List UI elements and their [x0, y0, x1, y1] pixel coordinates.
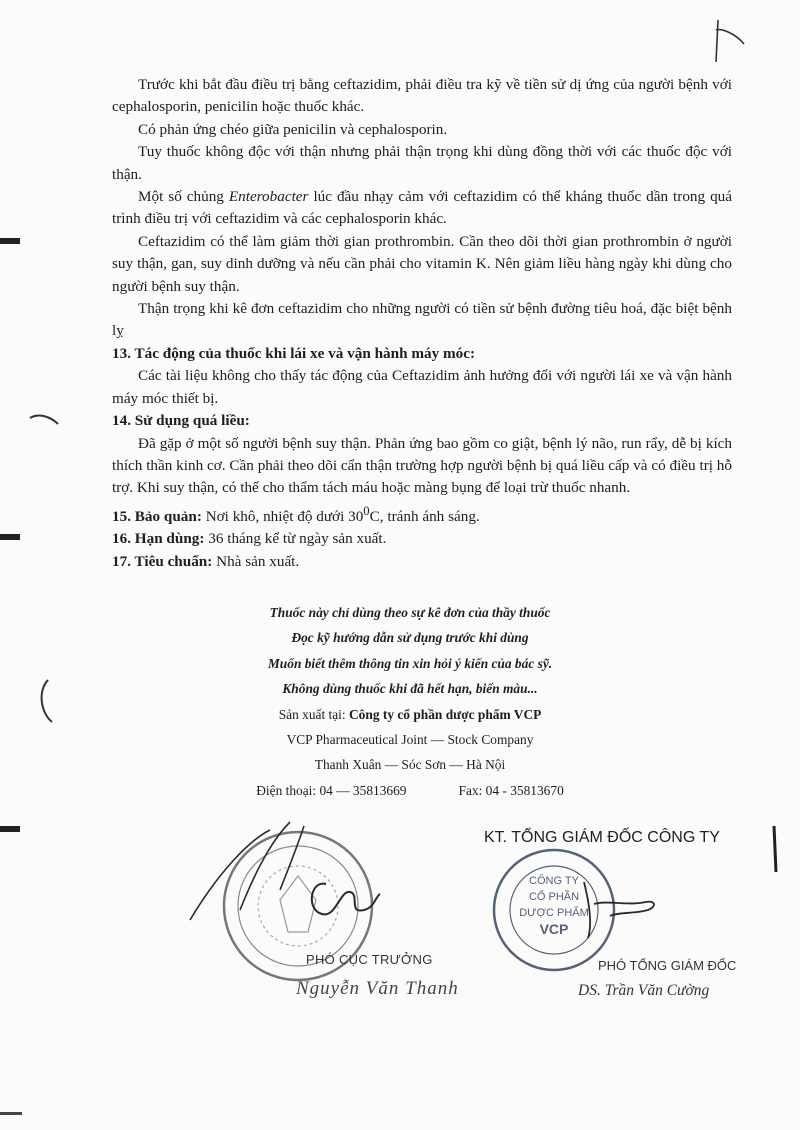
paragraph: Ceftazidim có thể làm giảm thời gian prothrombin. Cần theo dõi thời gian prothrombin ở người suy thận, gan, suy dinh dưỡng và nếu cần phải cho vitamin K. Nên giảm liều hàng ngày khi dùng cho người bệnh suy thận.	[112, 232, 732, 295]
binder-mark	[0, 534, 20, 540]
stamp-line: DƯỢC PHẨM	[519, 907, 589, 919]
binder-mark	[0, 826, 20, 832]
right-signer-header: KT. TỔNG GIÁM ĐỐC CÔNG TY	[484, 829, 720, 846]
section-15-text: Nơi khô, nhiệt độ dưới 30	[205, 507, 364, 525]
section-15	[112, 500, 732, 528]
section-16-text: 36 tháng kể từ ngày sản xuất.	[208, 530, 387, 548]
company-stamp	[478, 846, 678, 976]
paragraph: Tuy thuốc không độc với thận nhưng phải thận trọng khi dùng đồng thời với các thuốc độc với thận.	[112, 143, 732, 183]
right-signer-name: DS. Trần Văn Cường	[578, 982, 710, 999]
left-signer-title: PHÓ CỤC TRƯỞNG	[306, 952, 433, 967]
degree-sup: 0	[363, 503, 370, 518]
section-16-label: 16. Hạn dùng:	[112, 530, 205, 548]
document-body	[112, 74, 732, 573]
section-17	[112, 551, 732, 573]
signature-strokes	[190, 822, 304, 920]
right-signer-title: PHÓ TỔNG GIÁM ĐỐC	[598, 958, 737, 973]
section-17-text: Nhà sản xuất.	[216, 552, 300, 570]
section-14-text: Đã gặp ở một số người bệnh suy thận. Phản ứng bao gồm co giật, bệnh lý não, run rẩy, dễ bị kích thích thần kinh cơ. Cần phải theo dõi cẩn thận trường hợp người bệnh bị quá liều cấp và có điều trị hỗ trợ. Khi suy thận, có thể cho thẩm tách máu hoặc màng bụng để loại trừ thuốc nhanh.	[112, 434, 732, 497]
paragraph: Thận trọng khi kê đơn ceftazidim cho những người có tiền sử bệnh đường tiêu hoá, đặc biệt bệnh lỵ	[112, 300, 732, 340]
section-17-label: 17. Tiêu chuẩn:	[112, 552, 213, 570]
notice-line: Muốn biết thêm thông tin xin hỏi ý kiến của bác sỹ.	[267, 655, 553, 671]
section-15-text-end: C, tránh ánh sáng.	[369, 507, 480, 525]
section-16	[112, 528, 732, 550]
stamp-line: CÔNG TY	[529, 875, 579, 887]
binder-mark	[0, 1112, 22, 1115]
notice-line: Thuốc này chỉ dùng theo sự kê đơn của thầy thuốc	[269, 605, 551, 620]
producer-address: Thanh Xuân — Sóc Sơn — Hà Nội	[314, 757, 506, 773]
notice-block	[190, 600, 630, 803]
paragraph: Trước khi bắt đầu điều trị bằng ceftazidim, phải điều tra kỹ về tiền sử dị ứng của người bệnh với cephalosporin, penicilin hoặc thuốc khác.	[112, 76, 732, 116]
paragraph	[112, 186, 732, 231]
paragraph: Có phản ứng chéo giữa penicilin và cephalosporin.	[138, 120, 448, 138]
section-14-heading: 14. Sử dụng quá liều:	[112, 412, 250, 430]
binder-mark	[0, 238, 20, 244]
producer-contacts	[190, 778, 630, 803]
left-signer-name: Nguyễn Văn Thanh	[296, 978, 459, 999]
corner-mark	[716, 20, 744, 62]
punch-hole-edge	[30, 416, 58, 424]
stamp-line: CỔ PHẦN	[528, 891, 580, 903]
left-seal-signature	[180, 810, 420, 1000]
edge-mark	[774, 826, 776, 872]
fax-number: Fax: 04 - 35813670	[458, 782, 564, 798]
paragraph-prefix: Một số chủng	[138, 188, 224, 206]
section-13-heading: 13. Tác động của thuốc khi lái xe và vận hành máy móc:	[112, 344, 476, 362]
notice-line: Đọc kỹ hướng dẫn sử dụng trước khi dùng	[291, 630, 529, 646]
notice-line: Không dùng thuốc khi đã hết hạn, biến màu...	[282, 681, 538, 697]
species-name: Enterobacter	[228, 188, 309, 206]
section-15-label: 15. Bảo quản:	[112, 507, 202, 525]
section-13-text: Các tài liệu không cho thấy tác động của Ceftazidim ảnh hưởng đối với người lái xe và vận hành máy móc thiết bị.	[112, 367, 732, 407]
producer-line	[190, 702, 630, 727]
stamp-line: VCP	[539, 921, 569, 937]
producer-name: Công ty cổ phần dược phẩm VCP	[349, 706, 542, 722]
signature-strokes	[584, 882, 654, 938]
producer-english: VCP Pharmaceutical Joint — Stock Company	[286, 732, 534, 748]
producer-label: Sản xuất tại:	[278, 706, 346, 722]
phone-number: Điện thoại: 04 — 35813669	[256, 782, 407, 798]
paragraph-rest: lúc đầu nhạy cảm với ceftazidim có thể kháng thuốc dần trong quá trình điều trị với ceftazidim và các cephalosporin khác.	[112, 188, 733, 228]
punch-hole-edge	[42, 680, 52, 722]
